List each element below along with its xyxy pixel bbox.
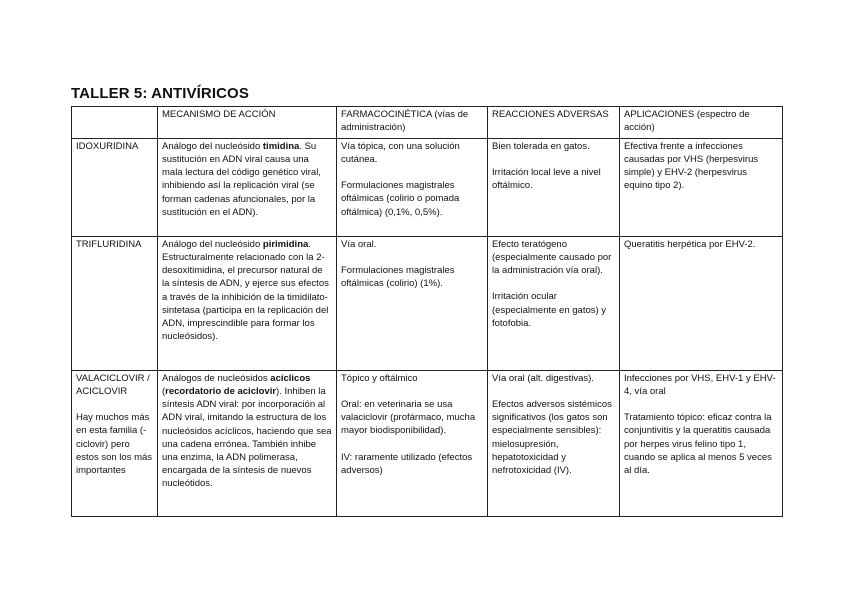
adverse-paragraph: Vía oral (alt. digestivas). (492, 373, 594, 385)
mechanism-text: ). Inhiben la síntesis ADN viral: por incorporación al ADN viral, imitando la estructura de los nucleósidos acíclicos, haciendo que sea una cadena errónea. También inhibe una enzima, la ADN polimerasa, encargada de la síntesis de nuevos nucleótidos. (162, 386, 332, 489)
adverse-cell (488, 139, 620, 237)
header-pharmacokinetics: FARMACOCINÉTICA (vías de administración) (337, 107, 488, 139)
drug-note: Hay muchos más en esta familia (-ciclovir) pero estos son los más importantes (76, 412, 153, 476)
applications-paragraph: Efectiva frente a infecciones causadas por VHS (herpesvirus simple) y EHV-2 (herpesvirus equino tipo 2). (624, 141, 759, 192)
mechanism-text: Análogo del nucleósido (162, 141, 263, 153)
header-applications: APLICACIONES (espectro de acción) (620, 107, 783, 139)
drug-name: IDOXURIDINA (72, 139, 158, 237)
mechanism-text: Análogos de nucleósidos (162, 373, 271, 385)
header-row (72, 107, 783, 139)
drug-name: VALACICLOVIR / ACICLOVIR (76, 373, 150, 398)
adverse-paragraph: Efecto teratógeno (especialmente causado por la administración vía oral). (492, 239, 612, 277)
header-mechanism: MECANISMO DE ACCIÓN (158, 107, 337, 139)
mechanism-text: ( (162, 386, 166, 398)
applications-cell (620, 371, 783, 517)
page-title: TALLER 5: ANTIVÍRICOS (71, 85, 249, 102)
pharmacokinetics-cell (337, 237, 488, 371)
pharmacokinetics-cell (337, 139, 488, 237)
adverse-paragraph: Irritación ocular (especialmente en gatos) y fotofobia. (492, 291, 607, 329)
applications-cell (620, 237, 783, 371)
adverse-cell (488, 237, 620, 371)
applications-cell (620, 139, 783, 237)
applications-paragraph: Queratitis herpética por EHV-2. (624, 239, 756, 251)
adverse-paragraph: Irritación local leve a nivel oftálmico. (492, 167, 601, 192)
mechanism-bold-text: recordatorio de aciclovir (165, 386, 277, 398)
mechanism-bold-text: pirimidina (262, 239, 309, 251)
pk-paragraph: Formulaciones magistrales oftálmicas (colirio) (1%). (341, 265, 455, 290)
mechanism-text: . Su sustitución en ADN viral causa una mala lectura del código genético viral, inhibiendo así la replicación viral (se forman cadenas afuncionales, por la sustitución en el ADN). (162, 141, 321, 218)
mechanism-text: Análogo del nucleósido (162, 239, 263, 251)
pk-paragraph: Formulaciones magistrales oftálmicas (colirio o pomada oftálmica) (0,1%, 0,5%). (341, 180, 460, 218)
table-row (72, 237, 783, 371)
pharmacokinetics-cell (337, 371, 488, 517)
pk-paragraph: IV: raramente utilizado (efectos adversos) (341, 451, 473, 476)
adverse-paragraph: Bien tolerada en gatos. (492, 141, 590, 153)
table-row (72, 139, 783, 237)
applications-paragraph: Tratamiento tópico: eficaz contra la conjuntivitis y la queratitis causada por herpes virus felino tipo 1, cuando se aplica al menos 5 veces al día. (624, 412, 772, 476)
pk-paragraph: Vía oral. (341, 239, 377, 251)
mechanism-cell (158, 139, 337, 237)
adverse-cell (488, 371, 620, 517)
drug-name-cell (72, 371, 158, 517)
drug-name: TRIFLURIDINA (72, 237, 158, 371)
header-adverse-reactions: REACCIONES ADVERSAS (488, 107, 620, 139)
mechanism-cell (158, 371, 337, 517)
header-cell-empty (72, 107, 158, 139)
pk-paragraph: Oral: en veterinaria se usa valaciclovir (profármaco, mucha mayor biodisponibilidad). (341, 399, 476, 437)
mechanism-bold-text: timidina (262, 141, 300, 153)
mechanism-bold-text: acíclicos (270, 373, 311, 385)
drug-table (71, 106, 783, 517)
table-row (72, 371, 783, 517)
pk-paragraph: Vía tópica, con una solución cutánea. (341, 141, 460, 166)
applications-paragraph: Infecciones por VHS, EHV-1 y EHV-4, vía oral (624, 373, 776, 398)
pk-paragraph: Tópico y oftálmico (341, 373, 418, 385)
mechanism-text: . Estructuralmente relacionado con la 2- desoxitimidina, el precursor natural de la síntesis de ADN, y ejerce sus efectos a través de la inhibición de la timidilato-sintetasa (participa en la replicación del ADN, imprescindible para formar los nucleósidos). (162, 239, 329, 342)
adverse-paragraph: Efectos adversos sistémicos significativos (los gatos son especialmente sensibles): mielosupresión, hepatotoxicidad y nefrotoxicidad (IV). (492, 399, 612, 476)
mechanism-cell (158, 237, 337, 371)
